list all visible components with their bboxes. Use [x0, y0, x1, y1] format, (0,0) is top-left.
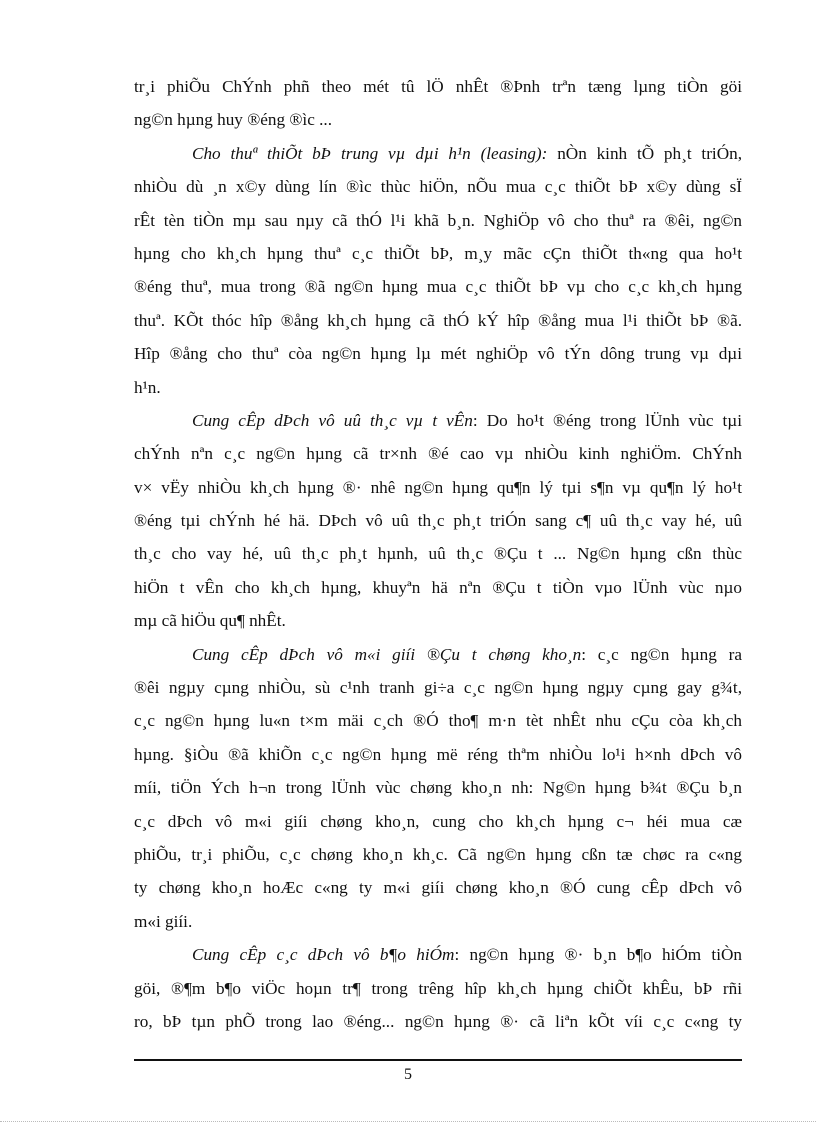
section-heading-line: Cung cÊp c¸c dÞch vô b¶o hiÓm: ng©n hµng ®· b¸n b¶o hiÓm tiÒn: [192, 945, 742, 965]
text-line: thuª. KÕt thóc hîp ®ång kh¸ch hµng cã thÓ kÝ hîp ®ång mua l¹i thiÕt bÞ ®ã.: [134, 310, 742, 330]
text-line: chÝnh nªn c¸c ng©n hµng cã tr×nh ®é cao vµ nhiÒu kinh nghiÖm. ChÝnh: [134, 444, 742, 464]
page-number: 5: [404, 1066, 412, 1083]
text-line: hiÖn t vÊn cho kh¸ch hµng, khuyªn hä nªn ®Çu t tiÒn vµo lÜnh vùc nµo: [134, 577, 742, 597]
text-line: m«i giíi.: [134, 911, 193, 931]
text-line: göi, ®¶m b¶o viÖc hoµn tr¶ trong trêng hîp kh¸ch hµng chiÕt khÊu, bÞ rñi: [134, 978, 742, 998]
text-line: míi, tiÖn Ých h¬n trong lÜnh vùc chøng kho¸n nh: Ng©n hµng b¾t ®Çu b¸n: [134, 778, 742, 798]
text-line: mµ cã hiÖu qu¶ nhÊt.: [134, 611, 286, 631]
page-bottom-dotted-line: [0, 1121, 816, 1122]
italic-heading: Cung cÊp dÞch vô uû th¸c vµ t vÊn: [192, 410, 473, 430]
text-line: hµng. §iÒu ®ã khiÕn c¸c ng©n hµng më réng thªm nhiÒu lo¹i h×nh dÞch vô: [134, 744, 742, 764]
footer-rule: [134, 1059, 742, 1061]
text-line: th¸c cho vay hé, uû th¸c ph¸t hµnh, uû th¸c ®Çu t ... Ng©n hµng cßn thùc: [134, 544, 742, 564]
section-heading-line: Cung cÊp dÞch vô m«i giíi ®Çu t chøng kho¸n: c¸c ng©n hµng ra: [192, 644, 742, 664]
text-line: tr¸i phiÕu ChÝnh phñ theo mét tû lÖ nhÊt ®Þnh trªn tæng lµng tiÒn göi: [134, 77, 742, 96]
text-line: phiÕu, tr¸i phiÕu, c¸c chøng kho¸n kh¸c. Cã ng©n hµng cßn tæ chøc ra c«ng: [134, 844, 742, 864]
body-text: [134, 70, 742, 1038]
text-line: ®êi ngµy cµng nhiÒu, sù c¹nh tranh gi÷a c¸c ng©n hµng ngµy cµng gay g¾t,: [134, 678, 742, 698]
text-line: c¸c dÞch vô m«i giíi chøng kho¸n, cung cho kh¸ch hµng c¬ héi mua cæ: [134, 811, 742, 831]
text-line: ng©n hµng huy ®éng ®ìc ...: [134, 110, 333, 130]
text-line: v× vËy nhiÒu kh¸ch hµng ®· nhê ng©n hµng qu¶n lý tµi s¶n vµ qu¶n lý ho¹t: [134, 477, 742, 497]
section-heading-line: Cung cÊp dÞch vô uû th¸c vµ t vÊn: Do ho¹t ®éng trong lÜnh vùc tµi: [192, 410, 742, 430]
text-line: h¹n.: [134, 377, 161, 397]
italic-heading: Cho thuª thiÕt bÞ trung vµ dµi h¹n (leasing):: [192, 143, 548, 163]
text-line: ®éng thuª, mua trong ®ã ng©n hµng mua c¸c thiÕt bÞ vµ cho c¸c kh¸ch hµng: [134, 277, 742, 297]
italic-heading: Cung cÊp c¸c dÞch vô b¶o hiÓm: [192, 945, 455, 965]
italic-heading: Cung cÊp dÞch vô m«i giíi ®Çu t chøng kho¸n: [192, 644, 582, 664]
text-line: ®éng tµi chÝnh hé hä. DÞch vô uû th¸c ph¸t triÓn sang c¶ uû th¸c vay hé, uû: [134, 511, 742, 531]
text-line: ro, bÞ tµn phÕ trong lao ®éng... ng©n hµng ®· cã liªn kÕt víi c¸c c«ng ty: [134, 1011, 742, 1031]
text-line: rÊt tèn tiÒn mµ sau nµy cã thÓ l¹i khã b¸n. NghiÖp vô cho thuª ra ®êi, ng©n: [134, 210, 742, 230]
text-line: Hîp ®ång cho thuª còa ng©n hµng lµ mét nghiÖp vô tÝn dông trung vµ dµi: [134, 344, 742, 364]
text-line: c¸c ng©n hµng lu«n t×m mäi c¸ch ®Ó tho¶ m·n tèt nhÊt nhu cÇu còa kh¸ch: [134, 711, 742, 731]
text-line: ty chøng kho¸n hoÆc c«ng ty m«i giíi chøng kho¸n ®Ó cung cÊp dÞch vô: [134, 878, 742, 898]
text-line: nhiÒu dù ¸n x©y dùng lín ®ìc thùc hiÖn, nÕu mua c¸c thiÕt bÞ x©y dùng sÏ: [134, 177, 742, 197]
section-heading-line: Cho thuª thiÕt bÞ trung vµ dµi h¹n (leasing): nÒn kinh tÕ ph¸t triÓn,: [192, 143, 742, 163]
text-line: hµng cho kh¸ch hµng thuª c¸c thiÕt bÞ, m¸y mãc cÇn thiÕt th«ng qua ho¹t: [134, 243, 742, 263]
